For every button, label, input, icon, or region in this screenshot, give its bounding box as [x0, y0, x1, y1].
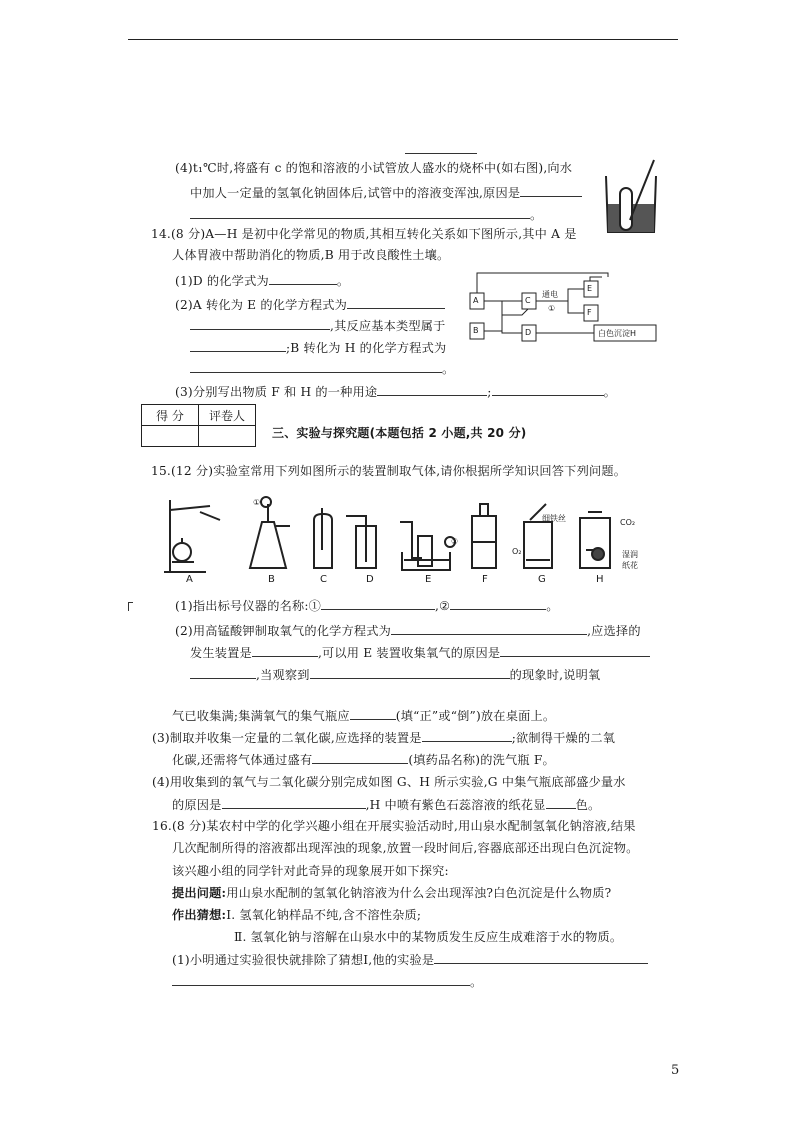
node-f: F — [587, 308, 592, 317]
q14-part2b-text: ,其反应基本类型属于 — [330, 319, 446, 333]
node-d: D — [525, 328, 532, 337]
q16-guess1-text: Ⅰ. 氢氧化钠样品不纯,含不溶性杂质; — [226, 908, 422, 922]
q15-part4b-end: 色。 — [575, 798, 601, 812]
grader-cell[interactable] — [199, 426, 256, 447]
page-number: 5 — [671, 1063, 680, 1078]
section3-title: 三、实验与探究题(本题包括 2 小题,共 20 分) — [272, 426, 527, 440]
q14-part3-end: 。 — [603, 385, 616, 399]
q15-part2c — [190, 666, 600, 683]
q15-part2d-blank[interactable] — [350, 707, 396, 720]
q16-question-text: 用山泉水配制的氢氧化钠溶液为什么会出现浑浊?白色沉淀是什么物质? — [226, 886, 612, 900]
q15-part2b — [190, 644, 650, 661]
q16-guess1 — [172, 907, 421, 923]
reaction-one-label: ① — [548, 304, 556, 313]
q14-part2d-end: 。 — [442, 362, 455, 376]
q15-part2a-end: ,应选择的 — [587, 624, 641, 638]
q13-part4-line1: (4)t₁℃时,将盛有 c 的饱和溶液的小试管放人盛水的烧杯中(如右图),向水 — [175, 161, 573, 175]
electrolysis-label: 通电 — [542, 290, 558, 299]
q14-part1-blank[interactable] — [269, 272, 337, 285]
q15-part1-blank2[interactable] — [450, 597, 546, 610]
q15-part2d-text: 气已收集满;集满氧气的集气瓶应 — [172, 709, 350, 723]
q15-part3a — [152, 729, 615, 746]
q15-part2b-blank1[interactable] — [252, 644, 318, 657]
q13-answer-blank-2[interactable] — [190, 206, 530, 219]
q15-part3b-text: 化碳,还需将气体通过盛有 — [172, 753, 313, 767]
q14-intro-line1: 14.(8 分)A—H 是初中化学常见的物质,其相互转化关系如下图所示,其中 A 是 — [151, 227, 577, 241]
fig-label-o2: O₂ — [512, 547, 522, 556]
q15-part3a-blank[interactable] — [422, 729, 512, 742]
q15-part3b — [172, 751, 555, 768]
q15-part2c-end: 的现象时,说明氧 — [509, 668, 601, 682]
q14-part2c-blank[interactable] — [190, 339, 286, 352]
margin-tick — [128, 602, 133, 611]
white-precipitate-label: 白色沉淀H — [598, 329, 637, 338]
q16-intro-line1: 16.(8 分)某农村中学的化学兴趣小组在开展实验活动时,用山泉水配制氢氧化钠溶液,结果 — [152, 819, 636, 833]
q15-part2b-blank2[interactable] — [500, 644, 650, 657]
q15-apparatus-figure — [150, 492, 670, 574]
q14-part2c-text: ;B 转化为 H 的化学方程式为 — [286, 341, 447, 355]
q14-part3-sep: ; — [487, 385, 492, 399]
q15-part1-mid: ,② — [435, 599, 451, 613]
q16-part1-text: (1)小明通过实验很快就排除了猜想Ⅰ,他的实验是 — [172, 953, 435, 967]
apparatus-label-c: C — [320, 574, 327, 585]
q15-part1-blank1[interactable] — [321, 597, 435, 610]
q16-part1-end: 。 — [470, 975, 483, 989]
q15-part2d-end: (填“正”或“倒”)放在桌面上。 — [395, 709, 556, 723]
q16-intro-line3: 该兴趣小组的同学针对此奇异的现象展开如下探究: — [172, 864, 449, 878]
q16-question — [172, 885, 611, 901]
q14-part2a-text: (2)A 转化为 E 的化学方程式为 — [175, 298, 348, 312]
fig-label-co2: CO₂ — [620, 518, 636, 527]
fig-label-two: ② — [451, 537, 459, 546]
node-b: B — [473, 326, 479, 335]
q14-part2b-blank[interactable] — [190, 317, 330, 330]
q15-part2a-blank[interactable] — [391, 622, 587, 635]
apparatus-label-b: B — [268, 574, 275, 585]
q15-intro: 15.(12 分)实验室常用下列如图所示的装置制取气体,请你根据所学知识回答下列问题。 — [151, 464, 627, 478]
q13-part4-line2-text: 中加人一定量的氢氧化钠固体后,试管中的溶液变浑浊,原因是 — [190, 186, 521, 200]
q13-answer-blank[interactable] — [520, 184, 582, 197]
q15-part1 — [175, 597, 559, 614]
q15-part4b-mid: ,H 中喷有紫色石蕊溶液的纸花显 — [365, 798, 546, 812]
score-cell[interactable] — [142, 426, 199, 447]
score-table — [141, 404, 256, 447]
q14-part2a-blank[interactable] — [347, 296, 445, 309]
q15-part2c-blank1[interactable] — [190, 666, 256, 679]
apparatus-label-f: F — [482, 574, 488, 585]
fragment-rule — [405, 153, 477, 154]
q14-part2d-blank[interactable] — [190, 360, 442, 373]
q13-part4-line2 — [190, 184, 582, 201]
q14-part2d — [190, 360, 454, 377]
node-a: A — [473, 296, 479, 305]
q15-part1-text: (1)指出标号仪器的名称:① — [175, 599, 322, 613]
q16-intro-line2: 几次配制所得的溶液都出现浑浊的现象,放置一段时间后,容器底部还出现白色沉淀物。 — [172, 841, 639, 855]
fig-label-one: ① — [253, 498, 261, 507]
q14-part1 — [175, 272, 349, 289]
q14-part3 — [175, 383, 616, 400]
header-rule — [128, 39, 678, 40]
q15-part4b-blank1[interactable] — [222, 796, 366, 809]
q16-question-label: 提出问题: — [172, 886, 227, 900]
fig-label-iron: 细铁丝 — [542, 514, 566, 523]
q15-part4a: (4)用收集到的氧气与二氧化碳分别完成如图 G、H 所示实验,G 中集气瓶底部盛少量水 — [152, 775, 626, 789]
q15-part2c-mid: ,当观察到 — [256, 668, 310, 682]
q15-part2d — [172, 707, 555, 724]
q16-guess-label: 作出猜想: — [172, 908, 227, 922]
q15-part3b-end: (填药品名称)的洗气瓶 F。 — [408, 753, 555, 767]
q15-part2a-text: (2)用高锰酸钾制取氧气的化学方程式为 — [175, 624, 392, 638]
q14-part2a — [175, 296, 445, 313]
q16-part1-cont — [172, 973, 482, 990]
apparatus-label-h: H — [596, 574, 604, 585]
q13-end-mark: 。 — [530, 208, 543, 222]
q15-part4b-blank2[interactable] — [546, 796, 576, 809]
q14-part2b — [190, 317, 446, 334]
q14-part3-text: (3)分别写出物质 F 和 H 的一种用途 — [175, 385, 378, 399]
grader-header: 评卷人 — [199, 405, 256, 426]
q15-part4b — [172, 796, 600, 813]
node-c: C — [525, 296, 531, 305]
q14-intro-line2: 人体胃液中帮助消化的物质,B 用于改良酸性土壤。 — [172, 248, 450, 262]
apparatus-label-g: G — [538, 574, 546, 585]
q16-part1 — [172, 951, 648, 968]
apparatus-label-d: D — [366, 574, 374, 585]
fig-label-flower2: 纸花 — [622, 561, 638, 570]
q13-part4-line3 — [190, 206, 542, 223]
score-header: 得 分 — [142, 405, 199, 426]
apparatus-label-e: E — [425, 574, 432, 585]
q16-part1-blank2[interactable] — [172, 973, 470, 986]
q15-part2b-mid: ,可以用 E 装置收集氧气的原因是 — [317, 646, 501, 660]
q15-part2b-text: 发生装置是 — [190, 646, 252, 660]
q16-guess2: Ⅱ. 氢氧化钠与溶解在山泉水中的某物质发生反应生成难溶于水的物质。 — [234, 930, 623, 944]
q15-part3a-text: (3)制取并收集一定量的二氧化碳,应选择的装置是 — [152, 731, 422, 745]
q15-part4b-text: 的原因是 — [172, 798, 222, 812]
q14-relation-diagram — [468, 265, 660, 357]
q14-part1-text: (1)D 的化学式为 — [175, 274, 269, 288]
node-e: E — [587, 284, 593, 293]
q15-part1-end: 。 — [546, 599, 559, 613]
fig-label-flower1: 湿润 — [622, 550, 638, 559]
q14-part3-blank1[interactable] — [377, 383, 487, 396]
q14-part3-blank2[interactable] — [492, 383, 604, 396]
q16-part1-blank[interactable] — [434, 951, 648, 964]
q14-part1-end: 。 — [336, 274, 350, 288]
q15-part3b-blank[interactable] — [312, 751, 408, 764]
q15-part2a — [175, 622, 641, 639]
beaker-figure — [600, 158, 662, 236]
q14-part2c — [190, 339, 446, 356]
q15-part3a-end: ;欲制得干燥的二氧 — [511, 731, 616, 745]
q15-part2c-blank2[interactable] — [310, 666, 510, 679]
apparatus-label-a: A — [186, 574, 193, 585]
